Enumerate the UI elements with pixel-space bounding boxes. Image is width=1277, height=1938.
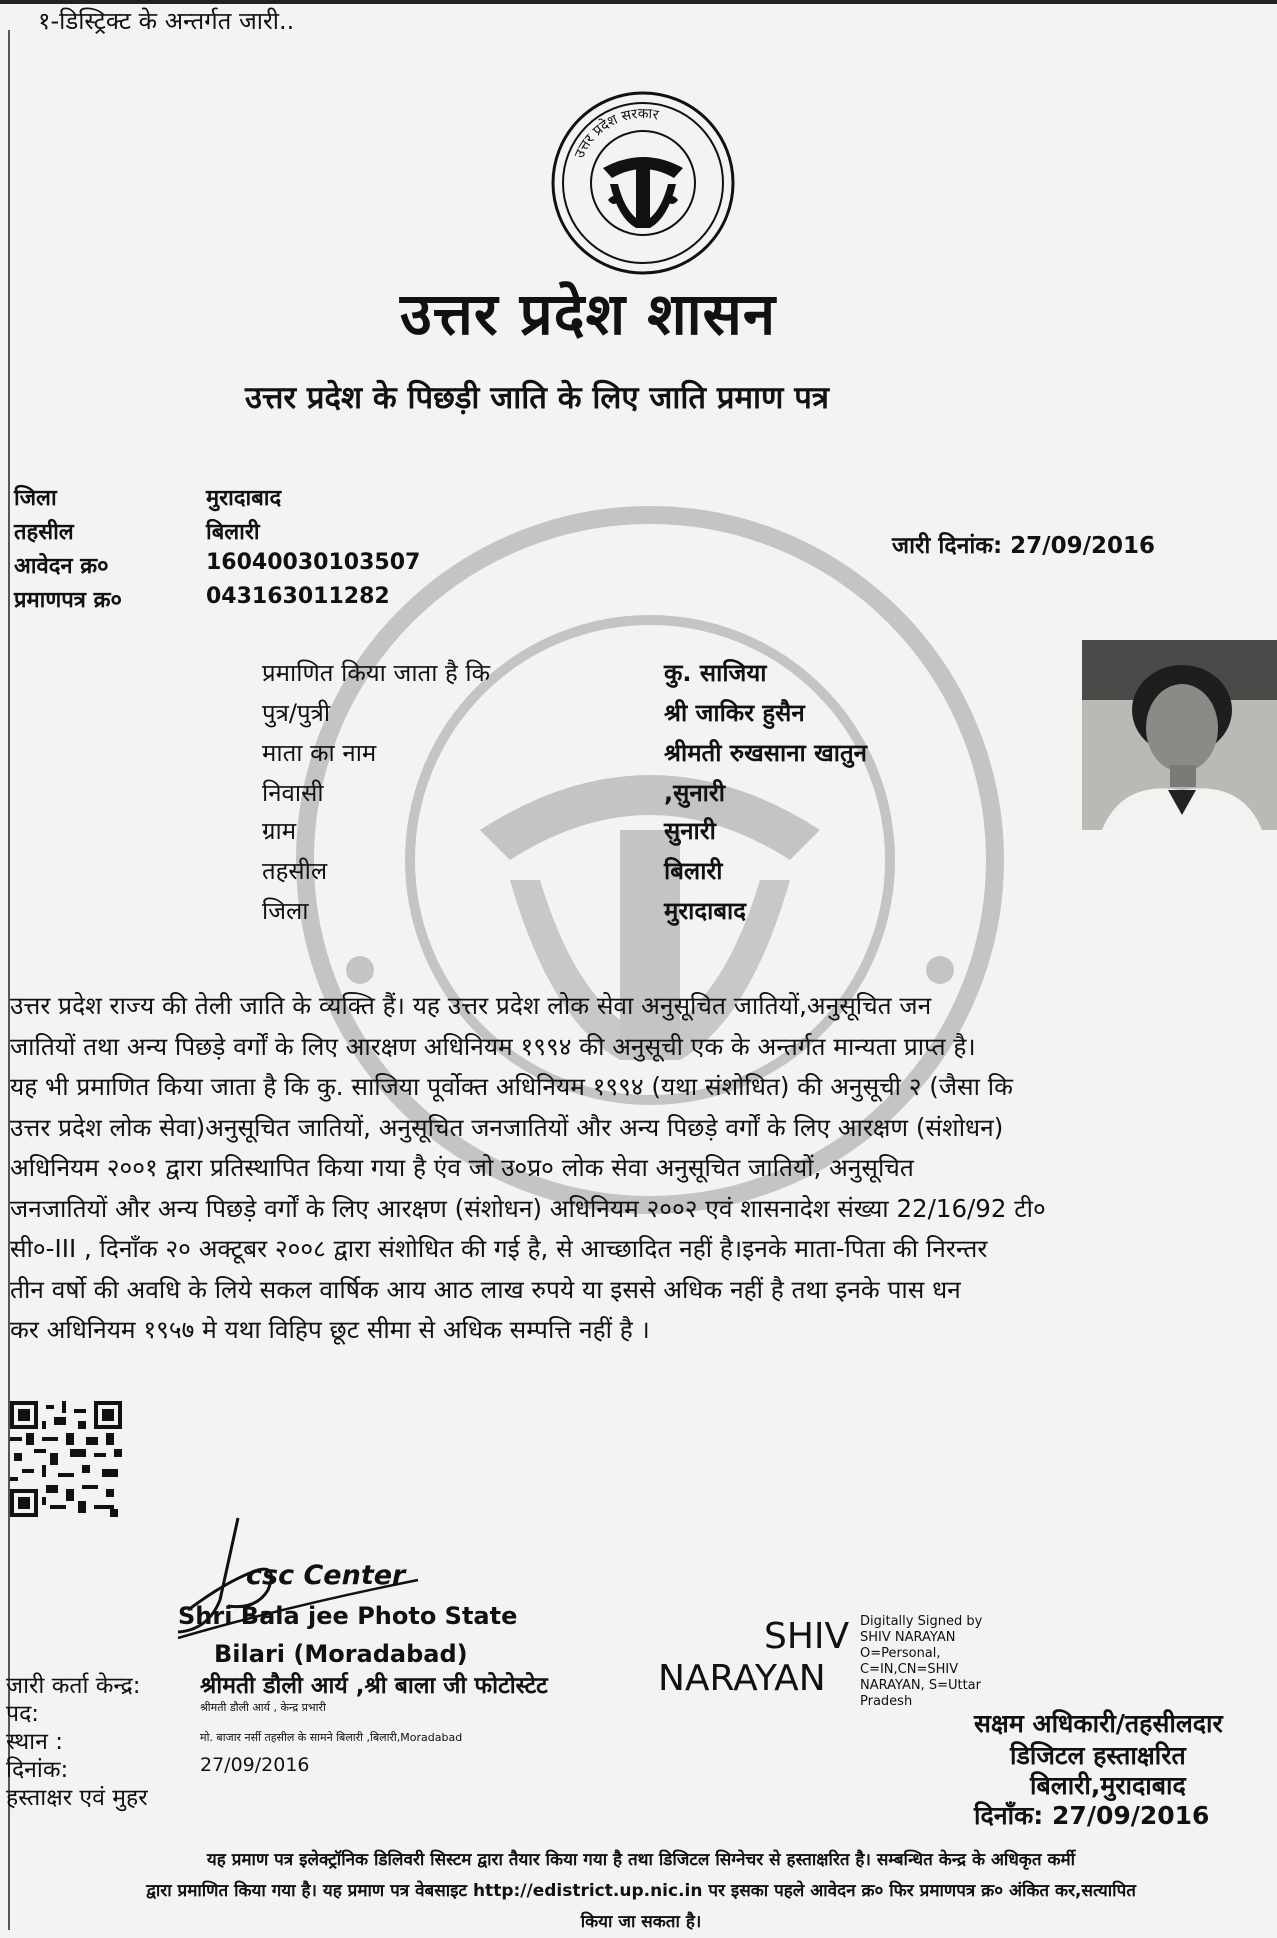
up-government-emblem: [548, 88, 738, 278]
issuer-date-label: दिनांक:: [6, 1757, 69, 1783]
body-line: सी०-III , दिनाँक २० अक्टूबर २००८ द्वारा संशोधित की गई है, से आच्छादित नहीं है।इनके माता-पिता की निरन्तर: [10, 1234, 988, 1263]
qr-code: [10, 1400, 122, 1518]
details-value-tehsil: बिलारी: [664, 857, 723, 885]
details-value-resident: ,सुनारी: [664, 779, 725, 807]
digital-signature-details: Digitally Signed by SHIV NARAYAN O=Personal, C=IN,CN=SHIV NARAYAN, S=Uttar Pradesh: [860, 1614, 983, 1709]
stamp-shop-name: Shri Bala jee Photo State: [178, 1602, 518, 1630]
issuer-place-label: स्थान :: [6, 1729, 63, 1755]
signer-last-name: NARAYAN: [658, 1658, 826, 1699]
details-value-father: श्री जाकिर हुसैन: [664, 699, 805, 727]
certificate-subtitle: उत्तर प्रदेश के पिछड़ी जाति के लिए जाति प्रमाण पत्र: [245, 380, 829, 416]
certificate-no-value: 043163011282: [206, 584, 390, 609]
details-label-7: जिला: [262, 897, 309, 925]
details-label-1: प्रमाणित किया जाता है कि: [262, 659, 491, 687]
emblem-ring-text: उत्तर प्रदेश सरकार: [571, 105, 660, 161]
details-label-5: ग्राम: [262, 817, 297, 845]
scan-edge-left: [8, 30, 10, 1930]
authority-title: सक्षम अधिकारी/तहसीलदार: [974, 1709, 1223, 1738]
authority-date-label: दिनाँक:: [974, 1801, 1044, 1830]
authority-date: [974, 1798, 1209, 1832]
issuer-place-value: मो. बाजार नर्सी तहसील के सामने बिलारी ,बिलारी,Moradabad: [200, 1731, 463, 1744]
tehsil-value: बिलारी: [206, 520, 260, 545]
issuer-post-label: पद:: [6, 1701, 40, 1727]
tehsil-label: तहसील: [14, 520, 74, 545]
issuer-center-value: श्रीमती डौली आर्य ,श्री बाला जी फोटोस्टेट: [200, 1673, 548, 1699]
details-label-2: पुत्र/पुत्री: [262, 699, 331, 727]
details-label-6: तहसील: [262, 857, 328, 885]
application-no-value: 16040030103507: [206, 550, 421, 575]
page-title: उत्तर प्रदेश शासन: [400, 280, 777, 348]
issue-date: [892, 528, 1155, 560]
stamp-location: Bilari (Moradabad): [214, 1640, 468, 1668]
details-label-3: माता का नाम: [262, 739, 377, 767]
application-no-label: आवेदन क्र०: [14, 554, 109, 579]
body-line: उत्तर प्रदेश राज्य की तेली जाति के व्यक्ति हैं। यह उत्तर प्रदेश लोक सेवा अनुसूचित जातियों,अनुसूचित जन: [10, 991, 932, 1020]
body-line: यह भी प्रमाणित किया जाता है कि कु. साजिया पूर्वोक्त अधिनियम १९९४ (यथा संशोधित) की अनुसूची २ (जैसा कि: [10, 1072, 1013, 1101]
stamp-csc-center: csc Center: [246, 1560, 406, 1591]
footer-line: यह प्रमाण पत्र इलेक्ट्रॉनिक डिलिवरी सिस्टम द्वारा तैयार किया गया है तथा डिजिटल सिग्नेचर से हस्ताक्षरित है। सम्बन्धित केन्द्र के अधिकृत कर्मी: [206, 1850, 1076, 1870]
district-value: मुरादाबाद: [206, 486, 282, 511]
applicant-portrait: [1082, 640, 1277, 830]
district-note: १-डिस्ट्रिक्ट के अन्तर्गत जारी..: [38, 7, 295, 35]
body-line: जातियों तथा अन्य पिछड़े वर्गों के लिए आरक्षण अधिनियम १९९४ की अनुसूची एक के अन्तर्गत मान्यता प्राप्त है।: [10, 1031, 976, 1061]
details-value-district: मुरादाबाद: [664, 897, 747, 925]
details-label-4: निवासी: [262, 779, 324, 807]
body-line: अधिनियम २००१ द्वारा प्रतिस्थापित किया गया है एंव जो उ०प्र० लोक सेवा अनुसूचित जातियों, अनुसूचित: [10, 1153, 914, 1182]
signer-first-name: SHIV: [764, 1616, 850, 1657]
issue-date-value: 27/09/2016: [1010, 533, 1155, 559]
issuer-center-label: जारी कर्ता केन्द्र:: [6, 1673, 141, 1699]
district-label: जिला: [14, 486, 57, 511]
issuer-post-value: श्रीमती डौली आर्य , केन्द्र प्रभारी: [200, 1701, 326, 1714]
footer-line: किया जा सकता है।: [580, 1912, 702, 1932]
body-line: तीन वर्षो की अवधि के लिये सकल वार्षिक आय आठ लाख रुपये या इससे अधिक नहीं है तथा इनके पास धन: [10, 1274, 961, 1304]
issue-date-label: जारी दिनांक:: [892, 533, 1003, 559]
certificate-body: [10, 986, 1270, 1351]
footer-disclaimer: [10, 1845, 1272, 1938]
details-value-name: कु. साजिया: [664, 659, 767, 687]
body-line: कर अधिनियम १९५७ मे यथा विहिप छूट सीमा से अधिक सम्पत्ति नहीं है ।: [10, 1315, 650, 1344]
applicant-photo: [1082, 640, 1277, 830]
issuer-date-value: 27/09/2016: [200, 1754, 310, 1776]
authority-date-value: 27/09/2016: [1052, 1801, 1210, 1830]
body-line: जनजातियों और अन्य पिछड़े वर्गों के लिए आरक्षण (संशोधन) अधिनियम २००२ एवं शासनादेश संख्या 22/16/92 टी०: [10, 1193, 1046, 1223]
footer-line: द्वारा प्रमाणित किया गया है। यह प्रमाण पत्र वेबसाइट http://edistrict.up.nic.in पर इसका पहले आवेदन क्र० फिर प्रमाणपत्र क्र० अंकित कर,सत्यापित: [146, 1881, 1136, 1901]
details-value-village: सुनारी: [664, 817, 716, 845]
certificate-no-label: प्रमाणपत्र क्र०: [14, 588, 122, 613]
details-value-mother: श्रीमती रुखसाना खातुन: [664, 739, 867, 767]
authority-location: बिलारी,मुरादाबाद: [1030, 1771, 1186, 1800]
authority-digital-signed: डिजिटल हस्ताक्षरित: [1010, 1741, 1186, 1770]
issuer-sign-label: हस्ताक्षर एवं मुहर: [6, 1785, 148, 1811]
body-line: उत्तर प्रदेश लोक सेवा)अनुसूचित जातियों, अनुसूचित जनजातियों और अन्य पिछड़े वर्गों के लिए आरक्षण (संशोधन): [10, 1112, 1004, 1142]
